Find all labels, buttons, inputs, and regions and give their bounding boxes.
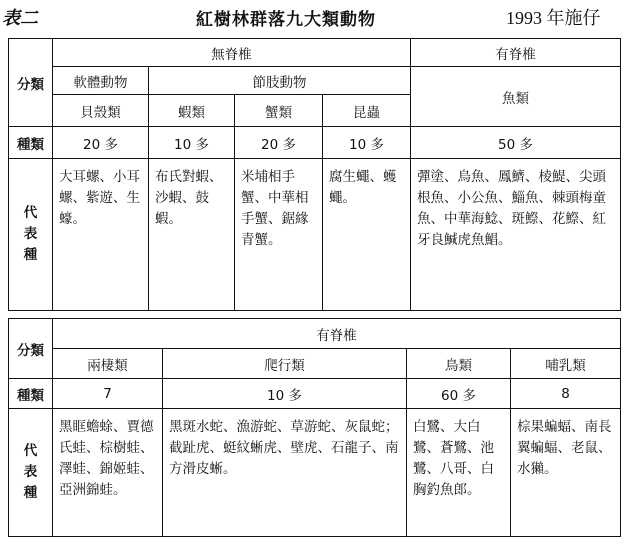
table-number-label: 表二 xyxy=(2,8,38,29)
species-count-shellfish: 20 多 xyxy=(53,127,149,159)
representative-species-shrimp: 布氏對蝦、沙蝦、鼓蝦。 xyxy=(149,159,235,311)
class-name-bird: 鳥類 xyxy=(407,349,511,379)
species-count-header: 種類 xyxy=(9,379,53,409)
species-count-fish: 50 多 xyxy=(411,127,621,159)
representative-species-amphibian: 黑眶蟾蜍、賈德氏蛙、棕樹蛙、澤蛙、錦姬蛙、亞洲錦蛙。 xyxy=(53,409,163,537)
species-count-mammal: 8 xyxy=(511,379,621,409)
year-author: 1993 年施仔 xyxy=(506,8,601,28)
representative-species-header xyxy=(9,409,53,537)
species-count-insect: 10 多 xyxy=(323,127,411,159)
species-count-bird: 60 多 xyxy=(407,379,511,409)
classification-header: 分類 xyxy=(9,39,53,127)
table-row xyxy=(9,127,621,159)
representative-species-label: 代表種 xyxy=(23,205,38,263)
representative-species-mammal: 棕果蝙蝠、南長翼蝙蝠、老鼠、水獺。 xyxy=(511,409,621,537)
arthropoda-header: 節肢動物 xyxy=(149,67,411,95)
classification-header: 分類 xyxy=(9,319,53,379)
species-count-crab: 20 多 xyxy=(235,127,323,159)
class-name-crab: 蟹類 xyxy=(235,95,323,127)
class-name-amphibian: 兩棲類 xyxy=(53,349,163,379)
table-row xyxy=(9,39,621,67)
invertebrate-group-header: 無脊椎 xyxy=(53,39,411,67)
representative-species-fish: 彈塗、烏魚、鳳鱭、棱鯷、尖頭根魚、小公魚、鯔魚、棘頭梅童魚、中華海鯰、斑鰶、花鰶、紅牙良鰔虎魚鯧。 xyxy=(411,159,621,311)
table-row xyxy=(9,319,621,349)
page-header xyxy=(0,0,624,38)
representative-species-reptile: 黑斑水蛇、漁游蛇、草游蛇、灰鼠蛇；截趾虎、蜓紋蜥虎、壁虎、石龍子、南方滑皮蜥。 xyxy=(163,409,407,537)
class-name-shrimp: 蝦類 xyxy=(149,95,235,127)
representative-species-bird: 白鷺、大白鷺、蒼鷺、池鷺、八哥、白胸釣魚郎。 xyxy=(407,409,511,537)
class-name-mammal: 哺乳類 xyxy=(511,349,621,379)
table-row xyxy=(9,379,621,409)
table-row xyxy=(9,159,621,311)
classification-table-invertebrates-fish xyxy=(8,38,621,311)
class-name-shellfish: 貝殼類 xyxy=(53,95,149,127)
table-row xyxy=(9,349,621,379)
table-row xyxy=(9,67,621,95)
vertebrate-group-header: 有脊椎 xyxy=(411,39,621,67)
species-count-reptile: 10 多 xyxy=(163,379,407,409)
vertebrate-group-header: 有脊椎 xyxy=(53,319,621,349)
mollusca-header: 軟體動物 xyxy=(53,67,149,95)
representative-species-insect: 腐生蠅、蠖蠅。 xyxy=(323,159,411,311)
classification-table-vertebrates xyxy=(8,318,621,537)
page-title: 紅樹林群落九大類動物 xyxy=(196,10,376,30)
representative-species-label: 代表種 xyxy=(23,443,38,501)
table-row xyxy=(9,409,621,537)
representative-species-crab: 米埔相手蟹、中華相手蟹、鋸緣青蟹。 xyxy=(235,159,323,311)
representative-species-shellfish: 大耳螺、小耳螺、紫遊、生蠔。 xyxy=(53,159,149,311)
species-count-shrimp: 10 多 xyxy=(149,127,235,159)
species-count-header: 種類 xyxy=(9,127,53,159)
representative-species-header xyxy=(9,159,53,311)
class-name-reptile: 爬行類 xyxy=(163,349,407,379)
species-count-amphibian: 7 xyxy=(53,379,163,409)
class-name-insect: 昆蟲 xyxy=(323,95,411,127)
class-name-fish: 魚類 xyxy=(411,67,621,127)
